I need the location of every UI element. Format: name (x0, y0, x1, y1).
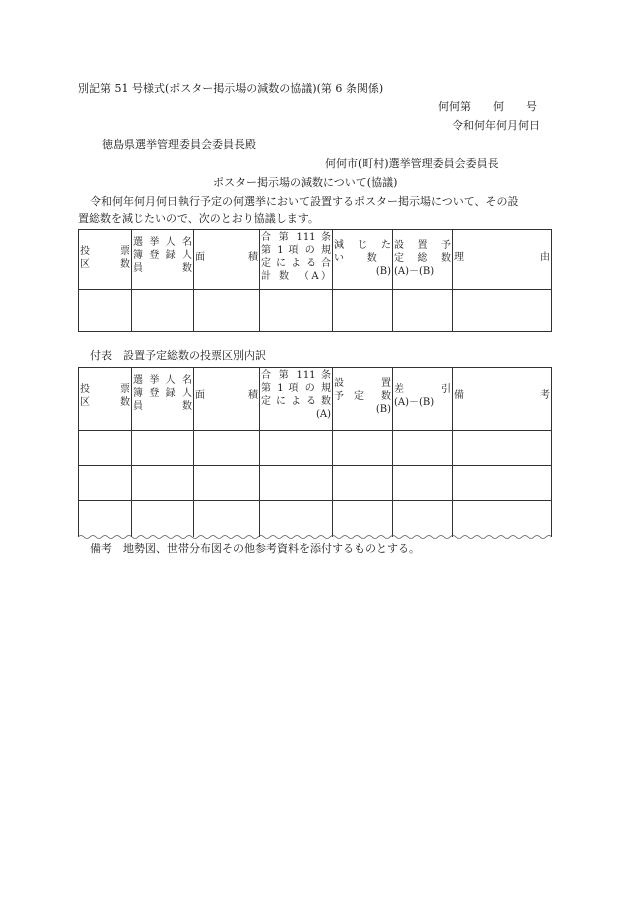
table-row (79, 466, 552, 501)
header-cell: 面 積 (194, 368, 260, 431)
header-cell: 差 引 (A)－(B) (393, 368, 453, 431)
table-cell (260, 501, 333, 537)
table-cell (393, 431, 453, 466)
table-cell (79, 466, 132, 501)
subject-title: ポスター掲示場の減数について(協議) (213, 176, 398, 189)
table-row (79, 290, 552, 332)
table-row (79, 431, 552, 466)
table-cell (132, 431, 194, 466)
header-cell: 選 挙 人 名 簿 登 録 人 員 数 (132, 230, 194, 290)
table-cell (333, 501, 393, 537)
table-cell (79, 501, 132, 537)
table-cell (260, 466, 333, 501)
table-cell (132, 501, 194, 537)
table-cell (79, 290, 132, 332)
form-title: 別記第 51 号様式(ポスター掲示場の減数の協議)(第 6 条関係) (78, 82, 384, 95)
table-cell (393, 466, 453, 501)
table-cell (194, 501, 260, 537)
body-text-line-1: 令和何年何月何日執行予定の何選挙において設置するポスター掲示場について、その設 (90, 195, 519, 208)
table-cell (260, 431, 333, 466)
header-cell: 選 挙 人 名 簿 登 録 人 員 数 (132, 368, 194, 431)
header-cell: 投 票 区 数 (79, 230, 132, 290)
table-cell (260, 290, 333, 332)
document-date: 令和何年何月何日 (452, 119, 540, 132)
table-cell (132, 466, 194, 501)
table-cell (194, 431, 260, 466)
table-cell (194, 466, 260, 501)
table-cell (194, 290, 260, 332)
reduction-table (78, 229, 552, 332)
table-cell (393, 501, 453, 537)
table-cell (333, 431, 393, 466)
remarks-note: 備考 地勢図、世帯分布図その他参考資料を添付するものとする。 (90, 542, 420, 555)
header-cell: 合 第 111 条 第 1 項 の 規 定 に よ る 数 (A) (260, 368, 333, 431)
sender: 何何市(町村)選挙管理委員会委員長 (325, 157, 499, 170)
table-header-row (79, 368, 552, 431)
header-cell: 設 置 予 定 総 数 (A)－(B) (393, 230, 453, 290)
header-cell: 備 考 (453, 368, 552, 431)
addressee: 徳島県選挙管理委員会委員長殿 (102, 138, 256, 151)
table-cell (453, 290, 552, 332)
table-cell (333, 466, 393, 501)
header-cell: 投 票 区 数 (79, 368, 132, 431)
header-cell: 設 置 予 定 数 (B) (333, 368, 393, 431)
table-cell (333, 290, 393, 332)
table-row (79, 501, 552, 537)
table-cell (79, 431, 132, 466)
header-cell: 面 積 (194, 230, 260, 290)
body-text-line-2: 置総数を減じたいので、次のとおり協議します。 (78, 212, 319, 225)
appendix-title: 付表 設置予定総数の投票区別内訳 (90, 349, 266, 362)
header-cell: 減 じ た い 数 (B) (333, 230, 393, 290)
table-cell (453, 501, 552, 537)
omission-wavy-line (78, 534, 551, 540)
table-cell (132, 290, 194, 332)
table-cell (453, 431, 552, 466)
appendix-table (78, 367, 552, 537)
table-header-row (79, 230, 552, 290)
document-number: 何何第 何 号 (438, 100, 537, 113)
table-cell (453, 466, 552, 501)
table-cell (393, 290, 453, 332)
header-cell: 合 第 111 条 第 1 項 の 規 定 に よ る 合 計 数 （A） (260, 230, 333, 290)
header-cell: 理 由 (453, 230, 552, 290)
